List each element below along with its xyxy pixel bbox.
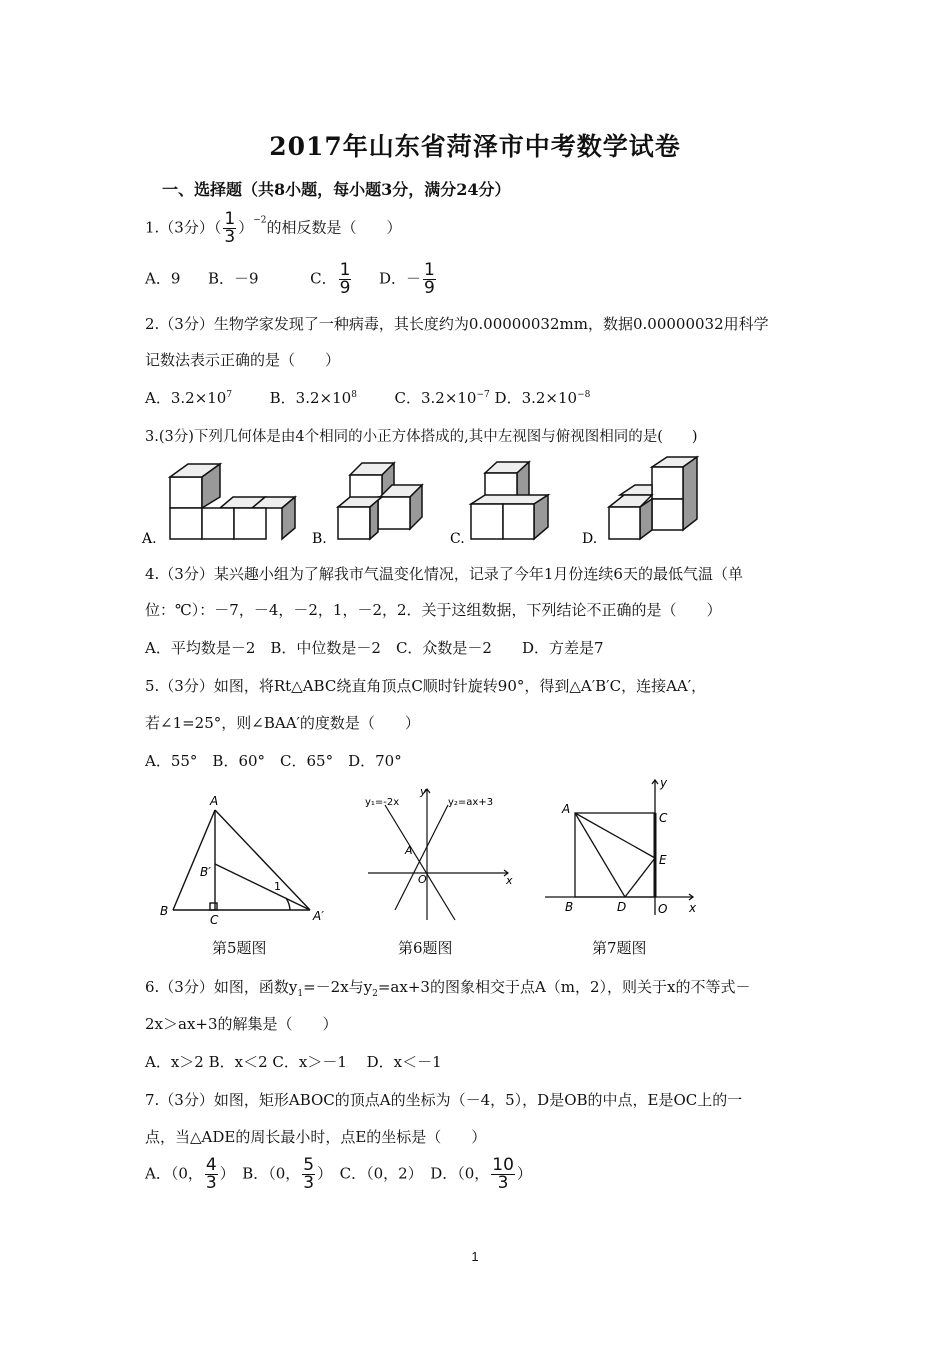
question-6-options: A．x＞2 B．x＜2 C．x＞－1 D．x＜－1	[145, 1053, 442, 1071]
fig5-label-b: B	[160, 904, 169, 918]
question-6-line-1	[145, 976, 751, 999]
fig6-label-y1: y₁=-2x	[365, 797, 400, 808]
figure-6-caption: 第6题图	[398, 939, 453, 957]
q6-text-a: 6.（3分）如图，函数y	[145, 978, 298, 996]
q2-option-a-exp: 7	[226, 390, 233, 400]
figure-7	[545, 775, 705, 925]
fig5-label-a: A	[210, 794, 219, 808]
page-title: 2017年山东省菏泽市中考数学试卷	[269, 132, 681, 161]
fig7-label-b: B	[565, 900, 574, 914]
q6-text-b: =－2x与y	[303, 978, 373, 996]
q7-option-c-d: ） C．（0，2） D．（0，	[317, 1164, 490, 1183]
q2-option-b: B．3.2×10	[269, 389, 352, 407]
q2-option-c-exp: −7	[476, 390, 490, 400]
question-4-line-1: 4.（3分）某兴趣小组为了解我市气温变化情况，记录了今年1月份连续6天的最低气温（单	[145, 565, 743, 583]
q3-label-a: A.	[142, 531, 157, 547]
q1-option-b: B．－9	[207, 269, 259, 288]
question-5-line-1: 5.（3分）如图，将Rt△ABC绕直角顶点C顺时针旋转90°，得到△A′B′C，连接AA′，	[145, 677, 707, 695]
q1-option-c: C．	[310, 269, 337, 288]
q7-option-b: ） B．（0，	[219, 1164, 301, 1183]
question-4-line-2: 位：℃）：－7，－4，－2，1，－2，2．关于这组数据，下列结论不正确的是（ ）	[145, 601, 722, 619]
fig6-label-y2: y₂=ax+3	[448, 797, 494, 808]
fig7-label-c: C	[659, 811, 668, 825]
question-7-line-2: 点，当△ADE的周长最小时，点E的坐标是（ ）	[145, 1128, 487, 1146]
question-2-line-2: 记数法表示正确的是（ ）	[145, 351, 341, 369]
question-2-options	[145, 387, 590, 408]
solid-d	[609, 457, 697, 539]
q7-option-b-fraction: $\frac{5}{3}$	[303, 1155, 315, 1193]
q6-text-c: =ax+3的图象相交于点A（m，2），则关于x的不等式－	[377, 978, 751, 996]
q7-option-d-fraction: $\frac{10}{3}$	[492, 1155, 514, 1193]
fig7-label-a: A	[562, 802, 571, 816]
q2-option-a: A．3.2×10	[145, 389, 227, 407]
question-7-line-1: 7.（3分）如图，矩形ABOC的顶点A的坐标为（－4，5），D是OB的中点，E是OC上的一	[145, 1091, 743, 1109]
question-5-options: A．55° B．60° C．65° D．70°	[145, 752, 402, 770]
q3-label-b: B.	[312, 531, 327, 547]
q3-label-d: D.	[582, 531, 598, 547]
q3-label-c: C.	[450, 531, 465, 547]
q3-solids-figure	[140, 455, 720, 550]
question-3-stem: 3.(3分)下列几何体是由4个相同的小正方体搭成的,其中左视图与俯视图相同的是( )	[145, 429, 698, 445]
q6-sub-2: 2	[372, 989, 378, 999]
q1-exponent: −2	[253, 215, 267, 226]
section-heading: 一、选择题（共8小题，每小题3分，满分24分）	[162, 180, 511, 199]
question-5-line-2: 若∠1=25°，则∠BAA′的度数是（ ）	[145, 714, 420, 732]
fig7-label-y-axis: y	[660, 776, 668, 790]
fig5-label-c: C	[210, 913, 219, 927]
solid-b	[338, 463, 422, 539]
figure-7-caption: 第7题图	[592, 939, 647, 957]
q2-option-d-exp: −8	[577, 390, 591, 400]
figure-5	[150, 790, 340, 930]
q1-option-d-fraction: $\frac{1}{9}$	[424, 260, 435, 298]
question-4-options: A．平均数是－2 B．中位数是－2 C．众数是－2 D．方差是7	[145, 639, 604, 657]
page-number: 1	[471, 1249, 479, 1264]
q7-option-d-close: ）	[516, 1164, 532, 1183]
q7-option-a-fraction: $\frac{4}{3}$	[205, 1155, 217, 1193]
question-1-options	[145, 262, 438, 297]
fig6-label-a: A	[405, 844, 413, 857]
fig6-label-y-axis: y	[420, 785, 427, 798]
question-1-stem	[145, 211, 402, 246]
q2-option-c: C．3.2×10	[394, 389, 477, 407]
q1-option-a: A．9	[145, 269, 181, 288]
q1-fraction: $\frac{1}{3}$	[224, 209, 236, 247]
q1-paren: ）	[238, 218, 254, 237]
question-7-options	[145, 1157, 532, 1192]
fig5-angle-1: 1	[274, 880, 281, 893]
fig7-label-origin: O	[658, 902, 668, 916]
q6-sub-1: 1	[297, 989, 304, 999]
q1-option-c-fraction: $\frac{1}{9}$	[339, 260, 351, 298]
fig7-label-e: E	[659, 853, 667, 867]
question-2-line-1: 2.（3分）生物学家发现了一种病毒，其长度约为0.00000032mm，数据0.00000032用科学	[145, 315, 769, 333]
solid-a	[170, 464, 295, 539]
q7-option-a: A．（0，	[145, 1164, 203, 1183]
q1-option-d: D．－	[378, 269, 421, 288]
fig5-label-aprime: A′	[313, 909, 324, 923]
q2-option-b-exp: 8	[351, 390, 357, 400]
fig6-label-origin: O	[418, 873, 427, 886]
question-6-line-2: 2x＞ax+3的解集是（ ）	[145, 1015, 338, 1033]
fig5-label-bprime: B′	[200, 865, 211, 879]
q2-option-d: D．3.2×10	[494, 389, 578, 407]
q1-stem-start: 1.（3分）（	[145, 218, 222, 237]
fig7-label-x-axis: x	[689, 901, 697, 915]
figure-6	[360, 785, 525, 930]
fig6-label-x-axis: x	[506, 874, 513, 887]
solid-c	[471, 462, 548, 539]
fig7-label-d: D	[617, 900, 627, 914]
q1-stem-end: 的相反数是（ ）	[266, 218, 402, 237]
figure-5-caption: 第5题图	[212, 939, 267, 957]
